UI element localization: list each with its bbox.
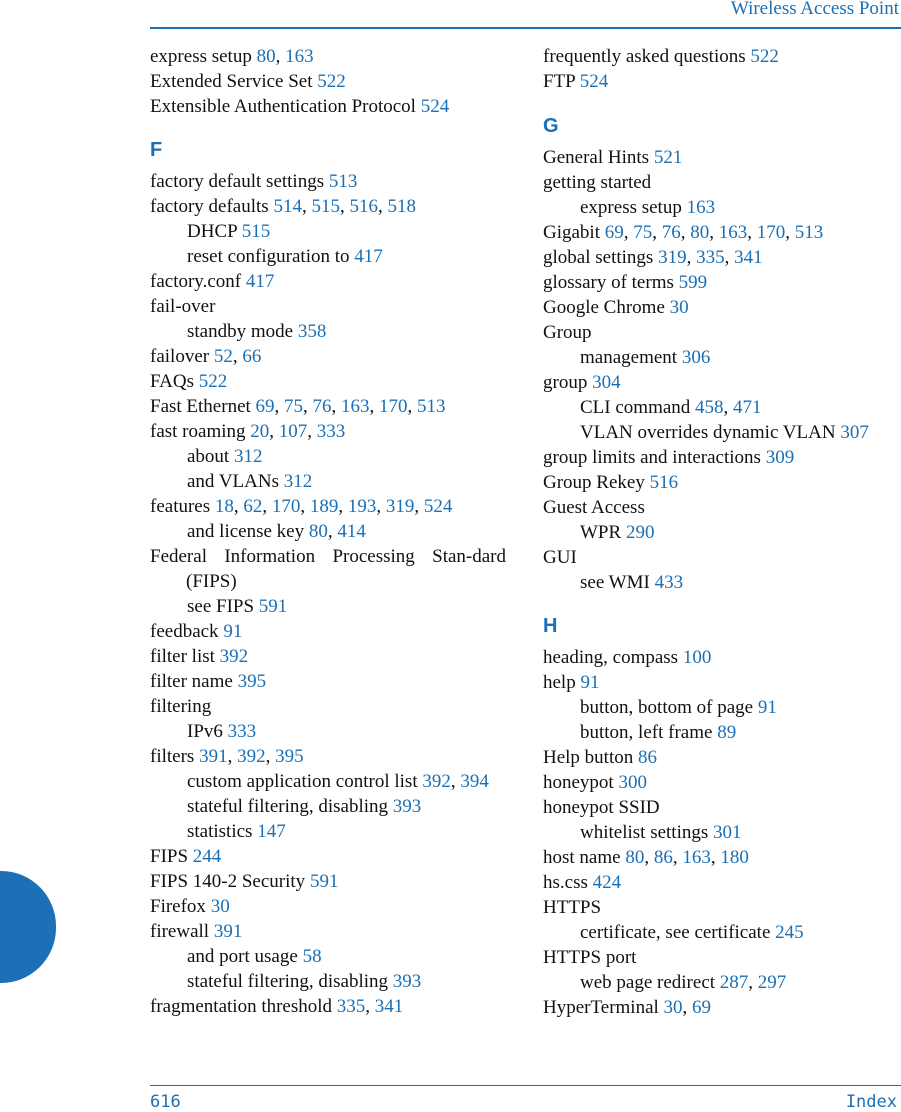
index-entry: factory defaults 514, 515, 516, 518 — [150, 196, 416, 217]
index-subentry — [150, 244, 506, 269]
index-term: stateful filtering, disabling — [187, 971, 389, 992]
index-entry: host name 80, 86, 163, 180 — [543, 847, 749, 868]
page-reference-link[interactable]: 391 — [213, 921, 243, 942]
index-entry — [150, 694, 506, 719]
index-column-right — [543, 44, 899, 1020]
index-term: group — [543, 372, 588, 393]
page-reference-link[interactable]: 307 — [840, 422, 869, 443]
page-reference-link[interactable]: 516 — [649, 472, 679, 493]
index-term: failover — [150, 346, 210, 367]
index-term: group limits and interactions — [543, 447, 761, 468]
index-term: standby mode — [187, 321, 294, 342]
page-reference-link[interactable]: 107 — [278, 421, 308, 442]
index-term: factory.conf — [150, 271, 242, 292]
page-reference-link[interactable]: 62 — [243, 496, 263, 517]
index-entry — [150, 94, 506, 119]
page-reference-link[interactable]: 312 — [283, 471, 313, 492]
index-term: management — [580, 347, 678, 368]
index-term: Extensible Authentication Protocol — [150, 96, 416, 117]
index-subentry — [543, 570, 899, 595]
index-entry — [543, 945, 899, 970]
page-reference-link[interactable]: 513 — [794, 222, 824, 243]
page-reference-link[interactable]: 163 — [686, 197, 716, 218]
page-reference-link[interactable]: 394 — [460, 771, 489, 792]
page-reference-link[interactable]: 524 — [579, 71, 609, 92]
index-subentry — [150, 944, 506, 969]
index-term: custom application control list — [187, 771, 418, 792]
index-entry — [543, 670, 899, 695]
index-term: express setup — [580, 197, 682, 218]
page-reference-link[interactable]: 414 — [337, 521, 366, 542]
index-entry — [543, 170, 899, 195]
page-reference-link[interactable]: 52 — [213, 346, 233, 367]
index-term: Help button — [543, 747, 634, 768]
index-entry: fast roaming 20, 107, 333 — [150, 421, 346, 442]
index-entry — [543, 645, 899, 670]
page-reference-link[interactable]: 180 — [720, 847, 749, 868]
index-entry — [543, 270, 899, 295]
page-reference-link[interactable]: 290 — [625, 522, 655, 543]
page-reference-link[interactable]: 417 — [354, 246, 383, 267]
page-reference-link[interactable]: 193 — [347, 496, 377, 517]
page-reference-link[interactable]: 309 — [765, 447, 795, 468]
page-reference-link[interactable]: 30 — [210, 896, 230, 917]
index-term: web page redirect — [580, 972, 716, 993]
index-entry: global settings 319, 335, 341 — [543, 247, 763, 268]
index-term: heading, compass — [543, 647, 679, 668]
index-term: glossary of terms — [543, 272, 674, 293]
page-reference-link[interactable]: 244 — [192, 846, 222, 867]
page-reference-link[interactable]: 433 — [654, 572, 684, 593]
page-reference-link[interactable]: 163 — [341, 396, 370, 417]
index-term: Firefox — [150, 896, 206, 917]
index-term: host name — [543, 847, 621, 868]
page-reference-link[interactable]: 80 — [690, 222, 710, 243]
page-reference-link[interactable]: 86 — [638, 747, 657, 768]
index-term: factory defaults — [150, 196, 269, 217]
page-reference-link[interactable]: 319 — [385, 496, 415, 517]
page-reference-link[interactable]: 91 — [757, 697, 777, 718]
page-reference-link[interactable]: 522 — [750, 46, 779, 67]
page-reference-link[interactable]: 599 — [678, 272, 708, 293]
page-number: 616 — [150, 1092, 181, 1112]
page-reference-link[interactable]: 69 — [692, 997, 712, 1018]
index-term: help — [543, 672, 576, 693]
index-subentry — [150, 594, 506, 619]
index-term: CLI command — [580, 397, 691, 418]
page-reference-link[interactable]: 392 — [422, 771, 451, 792]
page-reference-link[interactable]: 591 — [309, 871, 339, 892]
page-reference-link[interactable]: 30 — [669, 297, 689, 318]
page-reference-link[interactable]: 69 — [255, 396, 275, 417]
footer-section-label: Index — [845, 1092, 897, 1112]
index-term: Group — [543, 322, 592, 343]
index-term: firewall — [150, 921, 210, 942]
index-term: filtering — [150, 696, 212, 717]
page-reference-link[interactable]: 86 — [653, 847, 673, 868]
index-entry: express setup 80, 163 — [150, 46, 314, 67]
page-reference-link[interactable]: 424 — [592, 872, 622, 893]
page-reference-link[interactable]: 163 — [682, 847, 711, 868]
index-term: Fast Ethernet — [150, 396, 251, 417]
index-subentry — [543, 720, 899, 745]
page-reference-link[interactable]: 163 — [285, 46, 314, 67]
index-term: whitelist settings — [580, 822, 709, 843]
page-reference-link[interactable]: 80 — [308, 521, 328, 542]
index-term: Federal Information Processing Stan-dard (FIPS) — [150, 546, 506, 592]
page-reference-link[interactable]: 20 — [250, 421, 270, 442]
page-reference-link[interactable]: 591 — [258, 596, 288, 617]
page-reference-link[interactable]: 189 — [309, 496, 339, 517]
index-subentry — [543, 695, 899, 720]
index-subentry — [543, 345, 899, 370]
index-term: DHCP — [187, 221, 237, 242]
footer-rule — [150, 1085, 901, 1086]
page-reference-link[interactable]: 458 — [695, 397, 724, 418]
page-reference-link[interactable]: 30 — [663, 997, 683, 1018]
page-reference-link[interactable]: 80 — [625, 847, 645, 868]
index-term: GUI — [543, 547, 577, 568]
index-term: filters — [150, 746, 195, 767]
index-entry — [150, 544, 506, 594]
index-term: and port usage — [187, 946, 298, 967]
index-term: FIPS — [150, 846, 189, 867]
index-term: filter list — [150, 646, 215, 667]
page-reference-link[interactable]: 358 — [297, 321, 327, 342]
page-reference-link[interactable]: 417 — [245, 271, 275, 292]
index-subentry: web page redirect 287, 297 — [580, 972, 787, 993]
index-subentry — [150, 219, 506, 244]
index-term: reset configuration to — [187, 246, 350, 267]
page-reference-link[interactable]: 521 — [653, 147, 683, 168]
index-entry — [150, 844, 506, 869]
index-subentry — [150, 444, 506, 469]
index-subentry — [150, 469, 506, 494]
index-entry — [543, 470, 899, 495]
index-term: fast roaming — [150, 421, 246, 442]
page-reference-link[interactable]: 300 — [618, 772, 647, 793]
page-reference-link[interactable]: 513 — [328, 171, 358, 192]
index-entry — [150, 169, 506, 194]
page-reference-link[interactable]: 471 — [733, 397, 762, 418]
index-column-left — [150, 44, 506, 1019]
index-term: filter name — [150, 671, 233, 692]
index-entry — [543, 69, 899, 94]
page-reference-link[interactable]: 245 — [775, 922, 804, 943]
index-entry — [150, 919, 506, 944]
page-reference-link[interactable]: 312 — [233, 446, 263, 467]
index-term: express setup — [150, 46, 252, 67]
running-header-title: Wireless Access Point — [730, 0, 899, 19]
section-thumb-tab — [0, 871, 56, 983]
index-subentry: CLI command 458, 471 — [580, 397, 762, 418]
index-term: see WMI — [580, 572, 650, 593]
index-entry — [543, 145, 899, 170]
index-term: Gigabit — [543, 222, 600, 243]
page-reference-link[interactable]: 319 — [658, 247, 687, 268]
index-entry — [543, 295, 899, 320]
index-subentry — [543, 520, 899, 545]
index-term: Guest Access — [543, 497, 645, 518]
index-term: honeypot — [543, 772, 614, 793]
page-reference-link[interactable]: 518 — [387, 196, 416, 217]
index-term: see FIPS — [187, 596, 255, 617]
index-subentry — [543, 420, 899, 445]
page-reference-link[interactable]: 147 — [257, 821, 286, 842]
page-reference-link[interactable]: 341 — [374, 996, 404, 1017]
index-term: feedback — [150, 621, 219, 642]
index-subentry — [150, 719, 506, 744]
index-entry — [543, 445, 899, 470]
page-reference-link[interactable]: 522 — [317, 71, 346, 92]
page-reference-link[interactable]: 301 — [713, 822, 742, 843]
page-reference-link[interactable]: 393 — [392, 971, 422, 992]
header-rule — [150, 27, 901, 29]
index-term: Extended Service Set — [150, 71, 313, 92]
page-reference-link[interactable]: 395 — [237, 671, 267, 692]
index-term: HyperTerminal — [543, 997, 659, 1018]
index-subentry — [150, 319, 506, 344]
index-term: fail-over — [150, 296, 216, 317]
index-term: and license key — [187, 521, 305, 542]
index-subentry — [543, 820, 899, 845]
page-reference-link[interactable]: 297 — [757, 972, 787, 993]
page-reference-link[interactable]: 391 — [199, 746, 228, 767]
index-term: factory default settings — [150, 171, 325, 192]
index-term: WPR — [580, 522, 622, 543]
page-reference-link[interactable]: 80 — [256, 46, 276, 67]
index-entry — [543, 795, 899, 820]
index-entry — [150, 369, 506, 394]
page-reference-link[interactable]: 333 — [316, 421, 346, 442]
page-reference-link[interactable]: 89 — [717, 722, 737, 743]
index-subentry: custom application control list 392, 394 — [187, 771, 489, 792]
index-subentry: and license key 80, 414 — [187, 521, 366, 542]
index-entry — [543, 545, 899, 570]
index-subentry — [543, 920, 899, 945]
page-reference-link[interactable]: 515 — [311, 196, 340, 217]
page-reference-link[interactable]: 170 — [379, 396, 408, 417]
index-entry — [150, 644, 506, 669]
index-entry — [543, 44, 899, 69]
index-entry — [150, 869, 506, 894]
page-reference-link[interactable]: 341 — [734, 247, 763, 268]
index-term: FAQs — [150, 371, 194, 392]
index-term: button, bottom of page — [580, 697, 754, 718]
index-term: FIPS 140-2 Security — [150, 871, 306, 892]
page-reference-link[interactable]: 170 — [271, 496, 301, 517]
page-reference-link[interactable]: 306 — [681, 347, 711, 368]
index-entry — [150, 619, 506, 644]
index-letter-heading: G — [543, 115, 559, 137]
index-term: features — [150, 496, 211, 517]
page-reference-link[interactable]: 513 — [417, 396, 446, 417]
index-entry — [150, 894, 506, 919]
index-subentry — [543, 195, 899, 220]
index-term: HTTPS — [543, 897, 602, 918]
index-subentry — [150, 794, 506, 819]
page-reference-link[interactable]: 66 — [242, 346, 262, 367]
index-term: Google Chrome — [543, 297, 665, 318]
index-term: VLAN overrides dynamic VLAN — [580, 422, 836, 443]
page-reference-link[interactable]: 69 — [604, 222, 624, 243]
page-reference-link[interactable]: 75 — [284, 396, 304, 417]
page-reference-link[interactable]: 392 — [237, 746, 266, 767]
index-entry: Gigabit 69, 75, 76, 80, 163, 170, 513 — [543, 222, 824, 243]
page-reference-link[interactable]: 287 — [719, 972, 749, 993]
index-term: honeypot SSID — [543, 797, 660, 818]
index-entry — [150, 269, 506, 294]
index-term: frequently asked questions — [543, 46, 746, 67]
index-term: fragmentation threshold — [150, 996, 333, 1017]
index-entry: Fast Ethernet 69, 75, 76, 163, 170, 513 — [150, 396, 446, 417]
index-subentry — [150, 969, 506, 994]
index-term: HTTPS port — [543, 947, 637, 968]
page-reference-link[interactable]: 515 — [241, 221, 271, 242]
page-reference-link[interactable]: 76 — [312, 396, 332, 417]
index-term: global settings — [543, 247, 654, 268]
index-term: and VLANs — [187, 471, 280, 492]
index-entry — [543, 870, 899, 895]
index-term: Group Rekey — [543, 472, 645, 493]
index-entry: filters 391, 392, 395 — [150, 746, 304, 767]
page-reference-link[interactable]: 76 — [661, 222, 681, 243]
index-letter-heading: F — [150, 139, 163, 161]
page-reference-link[interactable]: 335 — [696, 247, 725, 268]
page-reference-link[interactable]: 91 — [223, 621, 243, 642]
index-entry — [543, 895, 899, 920]
index-entry — [150, 669, 506, 694]
index-term: certificate, see certificate — [580, 922, 771, 943]
page-reference-link[interactable]: 335 — [336, 996, 366, 1017]
index-term: General Hints — [543, 147, 650, 168]
page-reference-link[interactable]: 514 — [273, 196, 302, 217]
page-reference-link[interactable]: 524 — [420, 96, 450, 117]
page-reference-link[interactable]: 18 — [214, 496, 234, 517]
index-term: FTP — [543, 71, 576, 92]
page-reference-link[interactable]: 163 — [718, 222, 748, 243]
page-reference-link[interactable]: 75 — [633, 222, 653, 243]
page-reference-link[interactable]: 516 — [349, 196, 378, 217]
index-term: IPv6 — [187, 721, 223, 742]
page-reference-link[interactable]: 395 — [275, 746, 304, 767]
index-term: about — [187, 446, 230, 467]
index-entry — [150, 69, 506, 94]
index-entry — [543, 320, 899, 345]
page-reference-link[interactable]: 524 — [423, 496, 453, 517]
index-entry — [543, 770, 899, 795]
index-entry — [543, 370, 899, 395]
index-entry: HyperTerminal 30, 69 — [543, 997, 712, 1018]
index-term: stateful filtering, disabling — [187, 796, 389, 817]
index-term: button, left frame — [580, 722, 713, 743]
index-entry — [543, 495, 899, 520]
index-entry: failover 52, 66 — [150, 346, 262, 367]
page-reference-link[interactable]: 392 — [219, 646, 249, 667]
page-reference-link[interactable]: 91 — [580, 672, 600, 693]
page-reference-link[interactable]: 170 — [756, 222, 786, 243]
index-term: hs.css — [543, 872, 588, 893]
page-reference-link[interactable]: 522 — [198, 371, 228, 392]
page-reference-link[interactable]: 58 — [302, 946, 322, 967]
index-entry: features 18, 62, 170, 189, 193, 319, 524 — [150, 496, 453, 517]
page-reference-link[interactable]: 333 — [227, 721, 257, 742]
index-letter-heading: H — [543, 615, 558, 637]
index-term: statistics — [187, 821, 253, 842]
index-entry: fragmentation threshold 335, 341 — [150, 996, 404, 1017]
page-reference-link[interactable]: 304 — [592, 372, 621, 393]
index-entry — [150, 294, 506, 319]
page-reference-link[interactable]: 100 — [682, 647, 712, 668]
index-subentry — [150, 819, 506, 844]
index-entry — [543, 745, 899, 770]
page-reference-link[interactable]: 393 — [392, 796, 422, 817]
index-term: getting started — [543, 172, 652, 193]
